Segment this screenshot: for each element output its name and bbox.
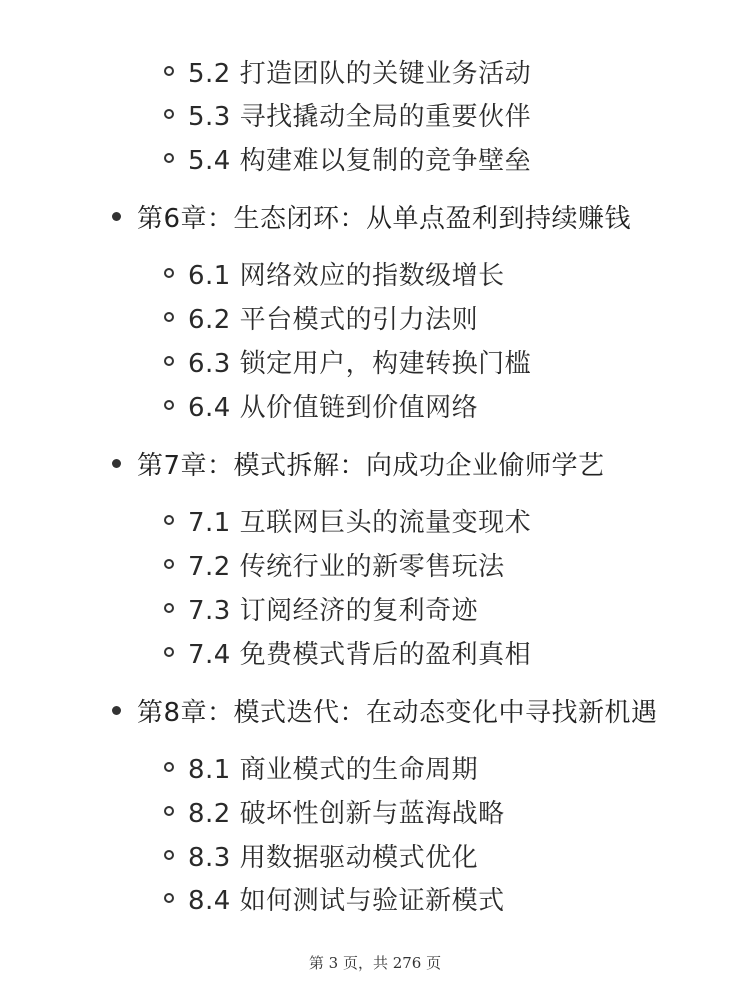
section-item bbox=[164, 634, 531, 670]
filled-bullet-icon bbox=[112, 212, 121, 221]
section-title: 8.2 破坏性创新与蓝海战略 bbox=[188, 798, 505, 829]
section-item bbox=[164, 96, 531, 132]
section-title: 7.4 免费模式背后的盈利真相 bbox=[188, 639, 532, 670]
filled-bullet-icon bbox=[112, 459, 121, 468]
section-title: 8.1 商业模式的生命周期 bbox=[188, 754, 479, 785]
section-title: 8.3 用数据驱动模式优化 bbox=[188, 842, 479, 873]
chapter-heading bbox=[112, 692, 658, 728]
section-title: 5.2 打造团队的关键业务活动 bbox=[188, 58, 532, 89]
section-item bbox=[164, 749, 478, 785]
hollow-bullet-icon bbox=[164, 850, 174, 860]
hollow-bullet-icon bbox=[164, 515, 174, 525]
hollow-bullet-icon bbox=[164, 268, 174, 278]
chapter-title: 第8章：模式迭代：在动态变化中寻找新机遇 bbox=[137, 697, 658, 728]
hollow-bullet-icon bbox=[164, 806, 174, 816]
hollow-bullet-icon bbox=[164, 893, 174, 903]
section-title: 7.3 订阅经济的复利奇迹 bbox=[188, 595, 479, 626]
hollow-bullet-icon bbox=[164, 153, 174, 163]
chapter-title: 第6章：生态闭环：从单点盈利到持续赚钱 bbox=[137, 203, 632, 234]
hollow-bullet-icon bbox=[164, 109, 174, 119]
section-item bbox=[164, 793, 505, 829]
section-title: 6.4 从价值链到价值网络 bbox=[188, 392, 479, 423]
section-item bbox=[164, 546, 505, 582]
section-item bbox=[164, 502, 531, 538]
hollow-bullet-icon bbox=[164, 356, 174, 366]
section-item bbox=[164, 255, 505, 291]
section-item bbox=[164, 387, 478, 423]
section-item bbox=[164, 343, 531, 379]
filled-bullet-icon bbox=[112, 706, 121, 715]
section-title: 7.1 互联网巨头的流量变现术 bbox=[188, 507, 532, 538]
chapter-heading bbox=[112, 198, 631, 234]
section-item bbox=[164, 140, 531, 176]
section-title: 6.2 平台模式的引力法则 bbox=[188, 304, 479, 335]
section-item bbox=[164, 837, 478, 873]
section-title: 6.1 网络效应的指数级增长 bbox=[188, 260, 505, 291]
hollow-bullet-icon bbox=[164, 762, 174, 772]
hollow-bullet-icon bbox=[164, 559, 174, 569]
section-title: 5.3 寻找撬动全局的重要伙伴 bbox=[188, 101, 532, 132]
section-title: 6.3 锁定用户，构建转换门槛 bbox=[188, 348, 532, 379]
hollow-bullet-icon bbox=[164, 647, 174, 657]
section-title: 8.4 如何测试与验证新模式 bbox=[188, 885, 505, 916]
page-number-footer: 第 3 页，共 276 页 bbox=[308, 954, 442, 972]
hollow-bullet-icon bbox=[164, 66, 174, 76]
hollow-bullet-icon bbox=[164, 603, 174, 613]
hollow-bullet-icon bbox=[164, 312, 174, 322]
section-item bbox=[164, 53, 531, 89]
section-item bbox=[164, 880, 505, 916]
section-item bbox=[164, 590, 478, 626]
section-title: 5.4 构建难以复制的竞争壁垒 bbox=[188, 145, 532, 176]
hollow-bullet-icon bbox=[164, 400, 174, 410]
section-title: 7.2 传统行业的新零售玩法 bbox=[188, 551, 505, 582]
chapter-title: 第7章：模式拆解：向成功企业偷师学艺 bbox=[137, 450, 605, 481]
section-item bbox=[164, 299, 478, 335]
chapter-heading bbox=[112, 445, 605, 481]
